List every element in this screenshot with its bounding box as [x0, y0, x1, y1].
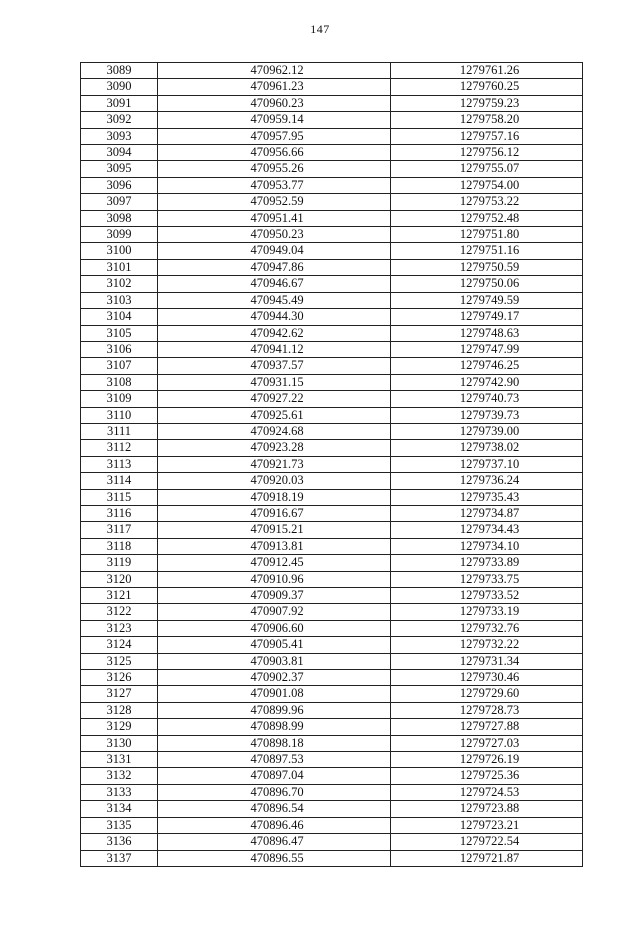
table-row	[81, 768, 583, 784]
point-number-cell: 3121	[81, 588, 158, 604]
table-row	[81, 177, 583, 193]
x-coordinate-cell: 470905.41	[158, 637, 391, 653]
table-row	[81, 325, 583, 341]
x-coordinate-cell: 470957.95	[158, 128, 391, 144]
y-coordinate-cell: 1279752.48	[391, 210, 583, 226]
point-number-cell: 3116	[81, 505, 158, 521]
table-row	[81, 79, 583, 95]
point-number-cell: 3090	[81, 79, 158, 95]
table-row	[81, 63, 583, 79]
table-row	[81, 735, 583, 751]
table-row	[81, 456, 583, 472]
y-coordinate-cell: 1279733.19	[391, 604, 583, 620]
table-row	[81, 489, 583, 505]
x-coordinate-cell: 470896.54	[158, 801, 391, 817]
point-number-cell: 3131	[81, 752, 158, 768]
x-coordinate-cell: 470956.66	[158, 145, 391, 161]
point-number-cell: 3098	[81, 210, 158, 226]
x-coordinate-cell: 470898.99	[158, 719, 391, 735]
table-row	[81, 210, 583, 226]
x-coordinate-cell: 470949.04	[158, 243, 391, 259]
x-coordinate-cell: 470961.23	[158, 79, 391, 95]
table-row	[81, 95, 583, 111]
y-coordinate-cell: 1279728.73	[391, 702, 583, 718]
x-coordinate-cell: 470931.15	[158, 374, 391, 390]
x-coordinate-cell: 470962.12	[158, 63, 391, 79]
y-coordinate-cell: 1279733.89	[391, 555, 583, 571]
point-number-cell: 3092	[81, 112, 158, 128]
table-row	[81, 817, 583, 833]
point-number-cell: 3097	[81, 194, 158, 210]
y-coordinate-cell: 1279749.17	[391, 309, 583, 325]
x-coordinate-cell: 470927.22	[158, 391, 391, 407]
table-row	[81, 752, 583, 768]
point-number-cell: 3126	[81, 670, 158, 686]
table-row	[81, 259, 583, 275]
table-row	[81, 850, 583, 866]
y-coordinate-cell: 1279724.53	[391, 784, 583, 800]
point-number-cell: 3101	[81, 259, 158, 275]
y-coordinate-cell: 1279750.59	[391, 259, 583, 275]
table-row	[81, 604, 583, 620]
point-number-cell: 3099	[81, 227, 158, 243]
y-coordinate-cell: 1279760.25	[391, 79, 583, 95]
point-number-cell: 3109	[81, 391, 158, 407]
table-row	[81, 309, 583, 325]
point-number-cell: 3132	[81, 768, 158, 784]
table-row	[81, 801, 583, 817]
x-coordinate-cell: 470952.59	[158, 194, 391, 210]
point-number-cell: 3114	[81, 473, 158, 489]
y-coordinate-cell: 1279727.88	[391, 719, 583, 735]
x-coordinate-cell: 470925.61	[158, 407, 391, 423]
table-row	[81, 440, 583, 456]
y-coordinate-cell: 1279750.06	[391, 276, 583, 292]
x-coordinate-cell: 470916.67	[158, 505, 391, 521]
point-number-cell: 3118	[81, 538, 158, 554]
x-coordinate-cell: 470944.30	[158, 309, 391, 325]
table-row	[81, 374, 583, 390]
table-row	[81, 571, 583, 587]
table-row	[81, 505, 583, 521]
table-row	[81, 161, 583, 177]
x-coordinate-cell: 470907.92	[158, 604, 391, 620]
y-coordinate-cell: 1279737.10	[391, 456, 583, 472]
point-number-cell: 3113	[81, 456, 158, 472]
x-coordinate-cell: 470937.57	[158, 358, 391, 374]
point-number-cell: 3106	[81, 341, 158, 357]
point-number-cell: 3137	[81, 850, 158, 866]
point-number-cell: 3091	[81, 95, 158, 111]
point-number-cell: 3107	[81, 358, 158, 374]
table-row	[81, 292, 583, 308]
x-coordinate-cell: 470910.96	[158, 571, 391, 587]
point-number-cell: 3104	[81, 309, 158, 325]
x-coordinate-cell: 470959.14	[158, 112, 391, 128]
y-coordinate-cell: 1279761.26	[391, 63, 583, 79]
table-row	[81, 620, 583, 636]
x-coordinate-cell: 470920.03	[158, 473, 391, 489]
y-coordinate-cell: 1279756.12	[391, 145, 583, 161]
point-number-cell: 3129	[81, 719, 158, 735]
point-number-cell: 3093	[81, 128, 158, 144]
x-coordinate-cell: 470924.68	[158, 423, 391, 439]
page-number: 147	[310, 22, 330, 36]
table-row	[81, 423, 583, 439]
point-number-cell: 3096	[81, 177, 158, 193]
table-row	[81, 341, 583, 357]
x-coordinate-cell: 470955.26	[158, 161, 391, 177]
table-row	[81, 538, 583, 554]
table-row	[81, 407, 583, 423]
x-coordinate-cell: 470896.46	[158, 817, 391, 833]
x-coordinate-cell: 470896.70	[158, 784, 391, 800]
point-number-cell: 3120	[81, 571, 158, 587]
y-coordinate-cell: 1279754.00	[391, 177, 583, 193]
y-coordinate-cell: 1279721.87	[391, 850, 583, 866]
y-coordinate-cell: 1279727.03	[391, 735, 583, 751]
x-coordinate-cell: 470921.73	[158, 456, 391, 472]
y-coordinate-cell: 1279759.23	[391, 95, 583, 111]
y-coordinate-cell: 1279733.75	[391, 571, 583, 587]
table-row	[81, 555, 583, 571]
table-row	[81, 637, 583, 653]
point-number-cell: 3111	[81, 423, 158, 439]
y-coordinate-cell: 1279736.24	[391, 473, 583, 489]
point-number-cell: 3108	[81, 374, 158, 390]
y-coordinate-cell: 1279739.73	[391, 407, 583, 423]
point-number-cell: 3134	[81, 801, 158, 817]
table-row	[81, 719, 583, 735]
point-number-cell: 3103	[81, 292, 158, 308]
x-coordinate-cell: 470906.60	[158, 620, 391, 636]
point-number-cell: 3089	[81, 63, 158, 79]
y-coordinate-cell: 1279758.20	[391, 112, 583, 128]
x-coordinate-cell: 470945.49	[158, 292, 391, 308]
x-coordinate-cell: 470942.62	[158, 325, 391, 341]
x-coordinate-cell: 470951.41	[158, 210, 391, 226]
x-coordinate-cell: 470941.12	[158, 341, 391, 357]
table-row	[81, 588, 583, 604]
point-number-cell: 3110	[81, 407, 158, 423]
y-coordinate-cell: 1279748.63	[391, 325, 583, 341]
point-number-cell: 3105	[81, 325, 158, 341]
x-coordinate-cell: 470898.18	[158, 735, 391, 751]
y-coordinate-cell: 1279729.60	[391, 686, 583, 702]
x-coordinate-cell: 470923.28	[158, 440, 391, 456]
x-coordinate-cell: 470960.23	[158, 95, 391, 111]
x-coordinate-cell: 470950.23	[158, 227, 391, 243]
x-coordinate-cell: 470912.45	[158, 555, 391, 571]
x-coordinate-cell: 470913.81	[158, 538, 391, 554]
table-row	[81, 243, 583, 259]
x-coordinate-cell: 470915.21	[158, 522, 391, 538]
y-coordinate-cell: 1279733.52	[391, 588, 583, 604]
table-row	[81, 834, 583, 850]
x-coordinate-cell: 470902.37	[158, 670, 391, 686]
point-number-cell: 3128	[81, 702, 158, 718]
table-row	[81, 391, 583, 407]
x-coordinate-cell: 470897.04	[158, 768, 391, 784]
y-coordinate-cell: 1279751.16	[391, 243, 583, 259]
point-number-cell: 3117	[81, 522, 158, 538]
y-coordinate-cell: 1279722.54	[391, 834, 583, 850]
y-coordinate-cell: 1279735.43	[391, 489, 583, 505]
point-number-cell: 3112	[81, 440, 158, 456]
x-coordinate-cell: 470896.55	[158, 850, 391, 866]
y-coordinate-cell: 1279726.19	[391, 752, 583, 768]
point-number-cell: 3119	[81, 555, 158, 571]
y-coordinate-cell: 1279732.22	[391, 637, 583, 653]
point-number-cell: 3130	[81, 735, 158, 751]
table-row	[81, 194, 583, 210]
y-coordinate-cell: 1279734.10	[391, 538, 583, 554]
x-coordinate-cell: 470909.37	[158, 588, 391, 604]
y-coordinate-cell: 1279746.25	[391, 358, 583, 374]
x-coordinate-cell: 470947.86	[158, 259, 391, 275]
point-number-cell: 3102	[81, 276, 158, 292]
y-coordinate-cell: 1279731.34	[391, 653, 583, 669]
y-coordinate-cell: 1279749.59	[391, 292, 583, 308]
table-row	[81, 686, 583, 702]
coordinates-table-body	[81, 63, 583, 867]
y-coordinate-cell: 1279739.00	[391, 423, 583, 439]
point-number-cell: 3095	[81, 161, 158, 177]
table-row	[81, 227, 583, 243]
coordinates-table	[80, 62, 583, 867]
point-number-cell: 3100	[81, 243, 158, 259]
x-coordinate-cell: 470918.19	[158, 489, 391, 505]
y-coordinate-cell: 1279732.76	[391, 620, 583, 636]
y-coordinate-cell: 1279740.73	[391, 391, 583, 407]
point-number-cell: 3133	[81, 784, 158, 800]
table-row	[81, 473, 583, 489]
table-row	[81, 702, 583, 718]
table-row	[81, 112, 583, 128]
x-coordinate-cell: 470896.47	[158, 834, 391, 850]
point-number-cell: 3124	[81, 637, 158, 653]
table-row	[81, 653, 583, 669]
x-coordinate-cell: 470901.08	[158, 686, 391, 702]
y-coordinate-cell: 1279755.07	[391, 161, 583, 177]
table-row	[81, 276, 583, 292]
point-number-cell: 3135	[81, 817, 158, 833]
table-row	[81, 145, 583, 161]
point-number-cell: 3125	[81, 653, 158, 669]
table-row	[81, 128, 583, 144]
table-row	[81, 670, 583, 686]
x-coordinate-cell: 470953.77	[158, 177, 391, 193]
x-coordinate-cell: 470897.53	[158, 752, 391, 768]
point-number-cell: 3094	[81, 145, 158, 161]
y-coordinate-cell: 1279723.21	[391, 817, 583, 833]
point-number-cell: 3123	[81, 620, 158, 636]
point-number-cell: 3115	[81, 489, 158, 505]
point-number-cell: 3127	[81, 686, 158, 702]
y-coordinate-cell: 1279723.88	[391, 801, 583, 817]
point-number-cell: 3122	[81, 604, 158, 620]
x-coordinate-cell: 470903.81	[158, 653, 391, 669]
y-coordinate-cell: 1279757.16	[391, 128, 583, 144]
y-coordinate-cell: 1279751.80	[391, 227, 583, 243]
y-coordinate-cell: 1279734.87	[391, 505, 583, 521]
y-coordinate-cell: 1279738.02	[391, 440, 583, 456]
y-coordinate-cell: 1279747.99	[391, 341, 583, 357]
y-coordinate-cell: 1279734.43	[391, 522, 583, 538]
y-coordinate-cell: 1279753.22	[391, 194, 583, 210]
y-coordinate-cell: 1279742.90	[391, 374, 583, 390]
table-row	[81, 784, 583, 800]
x-coordinate-cell: 470899.96	[158, 702, 391, 718]
point-number-cell: 3136	[81, 834, 158, 850]
x-coordinate-cell: 470946.67	[158, 276, 391, 292]
y-coordinate-cell: 1279725.36	[391, 768, 583, 784]
table-row	[81, 522, 583, 538]
y-coordinate-cell: 1279730.46	[391, 670, 583, 686]
table-row	[81, 358, 583, 374]
